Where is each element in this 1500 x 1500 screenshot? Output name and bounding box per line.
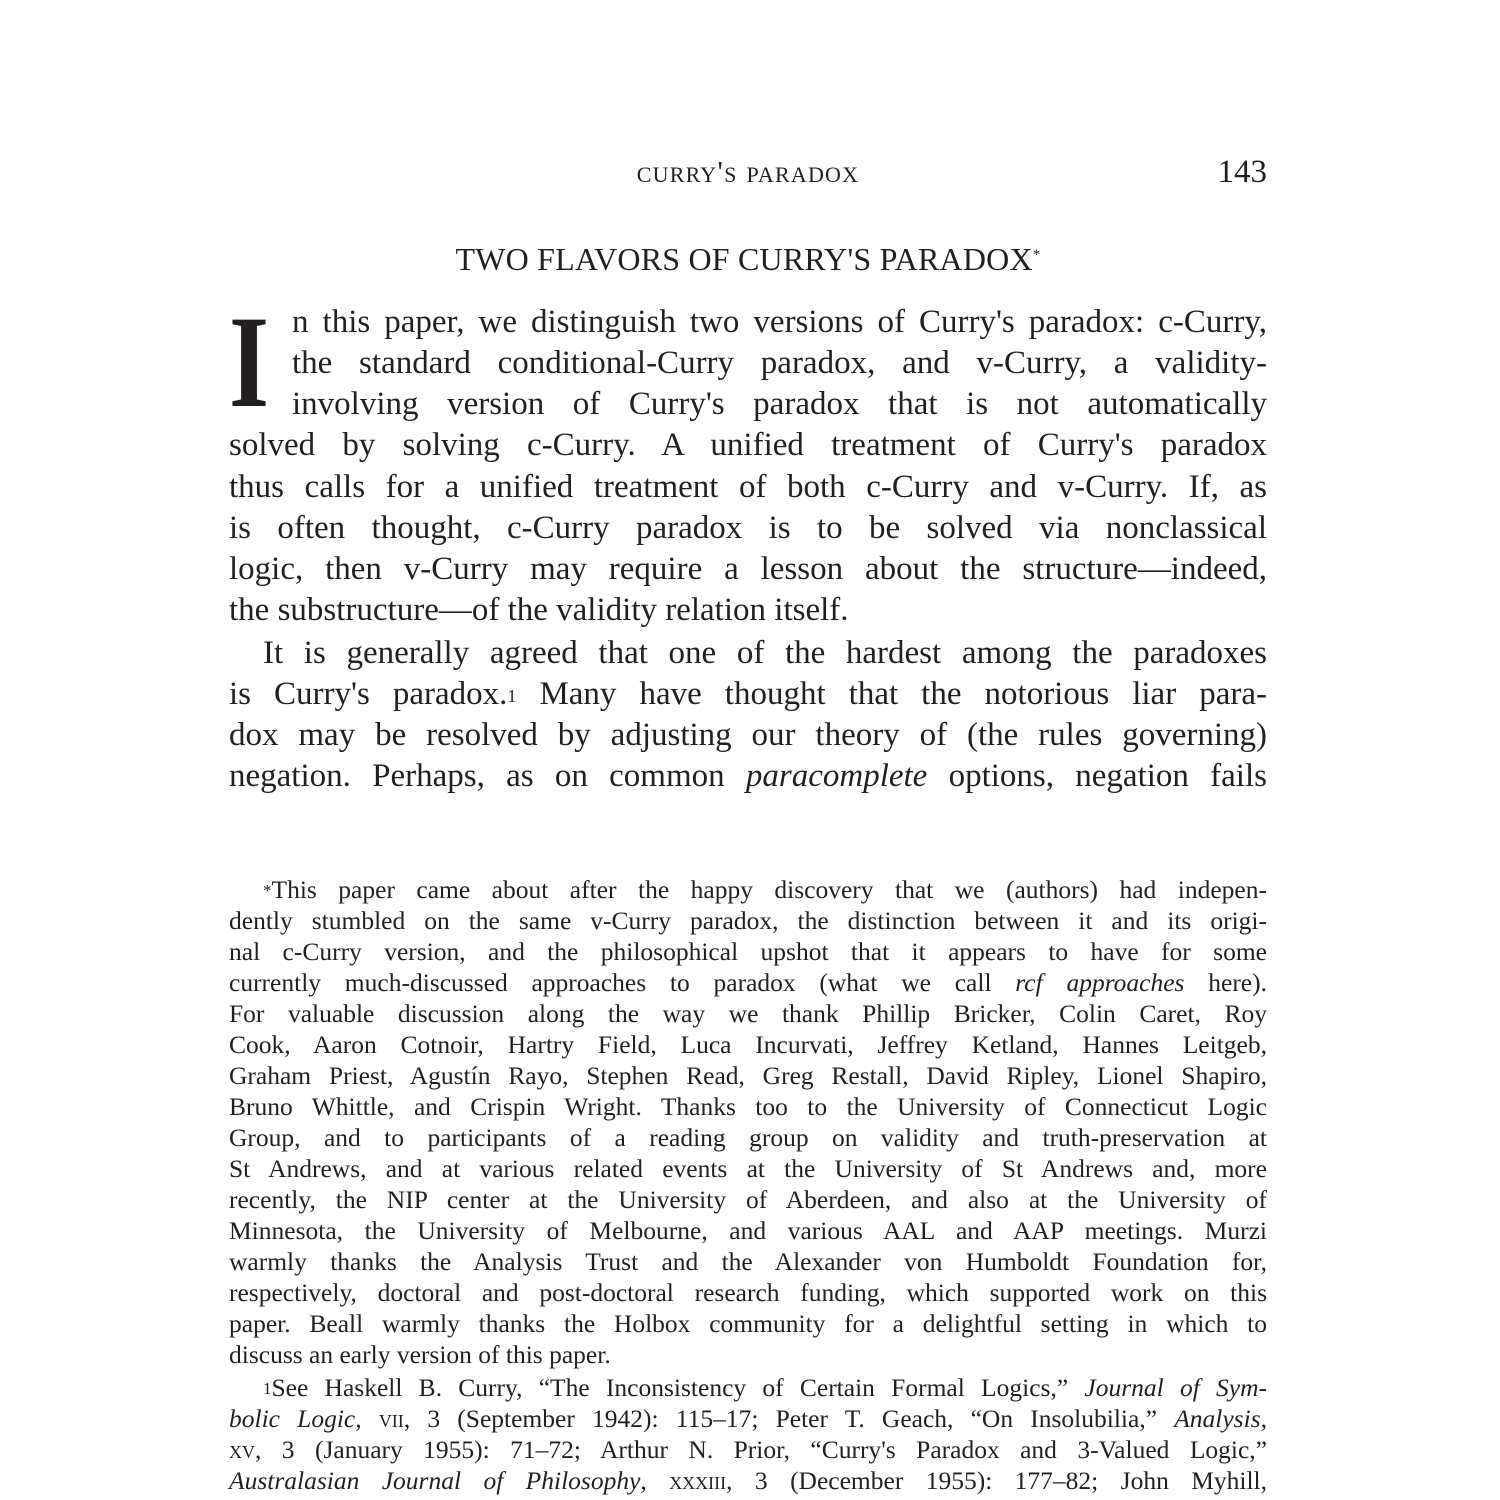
text-span: here).: [1184, 968, 1267, 997]
text-span: ,: [1260, 1404, 1267, 1433]
journal-title: Australasian Journal of Philosophy: [229, 1466, 641, 1495]
footnote-line: Bruno Whittle, and Crispin Wright. Thanks too to the University of Connecticut Logic: [229, 1092, 1267, 1121]
journal-title: Journal of Sym-: [1084, 1373, 1267, 1402]
text-span: currently much-discussed approaches to paradox (what we call: [229, 968, 1016, 997]
footnote-ref-1[interactable]: 1: [507, 686, 517, 706]
italic-term: paracomplete: [745, 758, 928, 794]
text-line: is often thought, c-Curry paradox is to be solved via nonclassical: [229, 510, 1267, 546]
volume-numeral: xxxiii: [669, 1466, 727, 1495]
footnote-mark: *: [263, 881, 272, 900]
footnote-line: [229, 967, 1267, 998]
text-span: Many have thought that the notorious liar para-: [539, 676, 1268, 712]
running-head: [229, 152, 1267, 192]
footnote-line: Minnesota, the University of Melbourne, and various AAL and AAP meetings. Murzi: [229, 1216, 1267, 1245]
footnote-line: [229, 1465, 1267, 1496]
drop-cap: I: [229, 288, 270, 435]
text-line: solved by solving c-Curry. A unified treatment of Curry's paradox: [229, 427, 1267, 463]
footnote-line: dently stumbled on the same v-Curry paradox, the distinction between it and its origi-: [229, 906, 1267, 935]
footnote-line: [229, 874, 1267, 905]
article-title-text: TWO FLAVORS OF CURRY'S PARADOX: [455, 241, 1033, 277]
text-span: ,: [355, 1404, 379, 1433]
footnote-line: paper. Beall warmly thanks the Holbox community for a delightful setting in which to: [229, 1309, 1267, 1338]
footnote-line: recently, the NIP center at the University of Aberdeen, and also at the University of: [229, 1185, 1267, 1214]
footnote-line: nal c-Curry version, and the philosophical upshot that it appears to have for some: [229, 937, 1267, 966]
text-line: [229, 756, 1267, 797]
text-line: It is generally agreed that one of the hardest among the paradoxes: [263, 635, 1267, 671]
text-line: thus calls for a unified treatment of both c-Curry and v-Curry. If, as: [229, 469, 1267, 505]
italic-term: rcf approaches: [1015, 968, 1185, 997]
text-span: negation. Perhaps, as on common: [229, 758, 746, 794]
text-line: involving version of Curry's paradox that is not automatically: [292, 386, 1267, 422]
footnote-line: [229, 1372, 1267, 1403]
page-number: 143: [1217, 154, 1267, 190]
journal-title: bolic Logic: [229, 1404, 356, 1433]
text-span: See Haskell B. Curry, “The Inconsistency of Certain Formal Logics,”: [271, 1373, 1085, 1402]
footnote-line: [229, 1403, 1267, 1434]
text-line: dox may be resolved by adjusting our theory of (the rules governing): [229, 717, 1267, 753]
footnote-line: For valuable discussion along the way we thank Phillip Bricker, Colin Caret, Roy: [229, 999, 1267, 1028]
text-line: n this paper, we distinguish two versions of Curry's paradox: c-Curry,: [292, 304, 1267, 340]
text-span: , 3 (December 1955): 177–82; John Myhill,: [726, 1466, 1268, 1495]
text-span: This paper came about after the happy discovery that we (authors) had indepen-: [271, 875, 1267, 904]
footnote-line: respectively, doctoral and post-doctoral research funding, which supported work on this: [229, 1278, 1267, 1307]
title-footnote-mark: *: [1032, 247, 1041, 263]
footnote-line: Group, and to participants of a reading group on validity and truth-preservation at: [229, 1123, 1267, 1152]
volume-numeral: vii: [378, 1404, 404, 1433]
text-line: logic, then v-Curry may require a lesson about the structure—indeed,: [229, 551, 1267, 587]
footnote-line: warmly thanks the Analysis Trust and the Alexander von Humboldt Foundation for,: [229, 1247, 1267, 1276]
footnote-mark: 1: [263, 1379, 272, 1398]
journal-title: Analysis: [1174, 1404, 1261, 1433]
text-line: the substructure—of the validity relation itself.: [229, 592, 849, 628]
article-title: [229, 238, 1267, 280]
text-line: [229, 674, 1267, 715]
running-title: curry's paradox: [636, 154, 860, 189]
footnote-line: St Andrews, and at various related events at the University of St Andrews and, more: [229, 1154, 1267, 1183]
footnote-line: Graham Priest, Agustín Rayo, Stephen Read, Greg Restall, David Ripley, Lionel Shapiro,: [229, 1061, 1267, 1090]
footnote-line: Cook, Aaron Cotnoir, Hartry Field, Luca Incurvati, Jeffrey Ketland, Hannes Leitgeb,: [229, 1030, 1267, 1059]
text-span: ,: [640, 1466, 670, 1495]
footnote-line: [229, 1434, 1267, 1465]
text-line: the standard conditional-Curry paradox, and v-Curry, a validity-: [292, 345, 1267, 381]
text-span: , 3 (September 1942): 115–17; Peter T. Geach, “On Insolubilia,”: [403, 1404, 1175, 1433]
footnote-line: discuss an early version of this paper.: [229, 1340, 611, 1369]
text-span: is Curry's paradox.: [229, 676, 508, 712]
volume-numeral: xv: [229, 1435, 255, 1464]
text-span: , 3 (January 1955): 71–72; Arthur N. Prior, “Curry's Paradox and 3-Valued Logic,”: [255, 1435, 1267, 1464]
text-span: options, negation fails: [927, 758, 1267, 794]
